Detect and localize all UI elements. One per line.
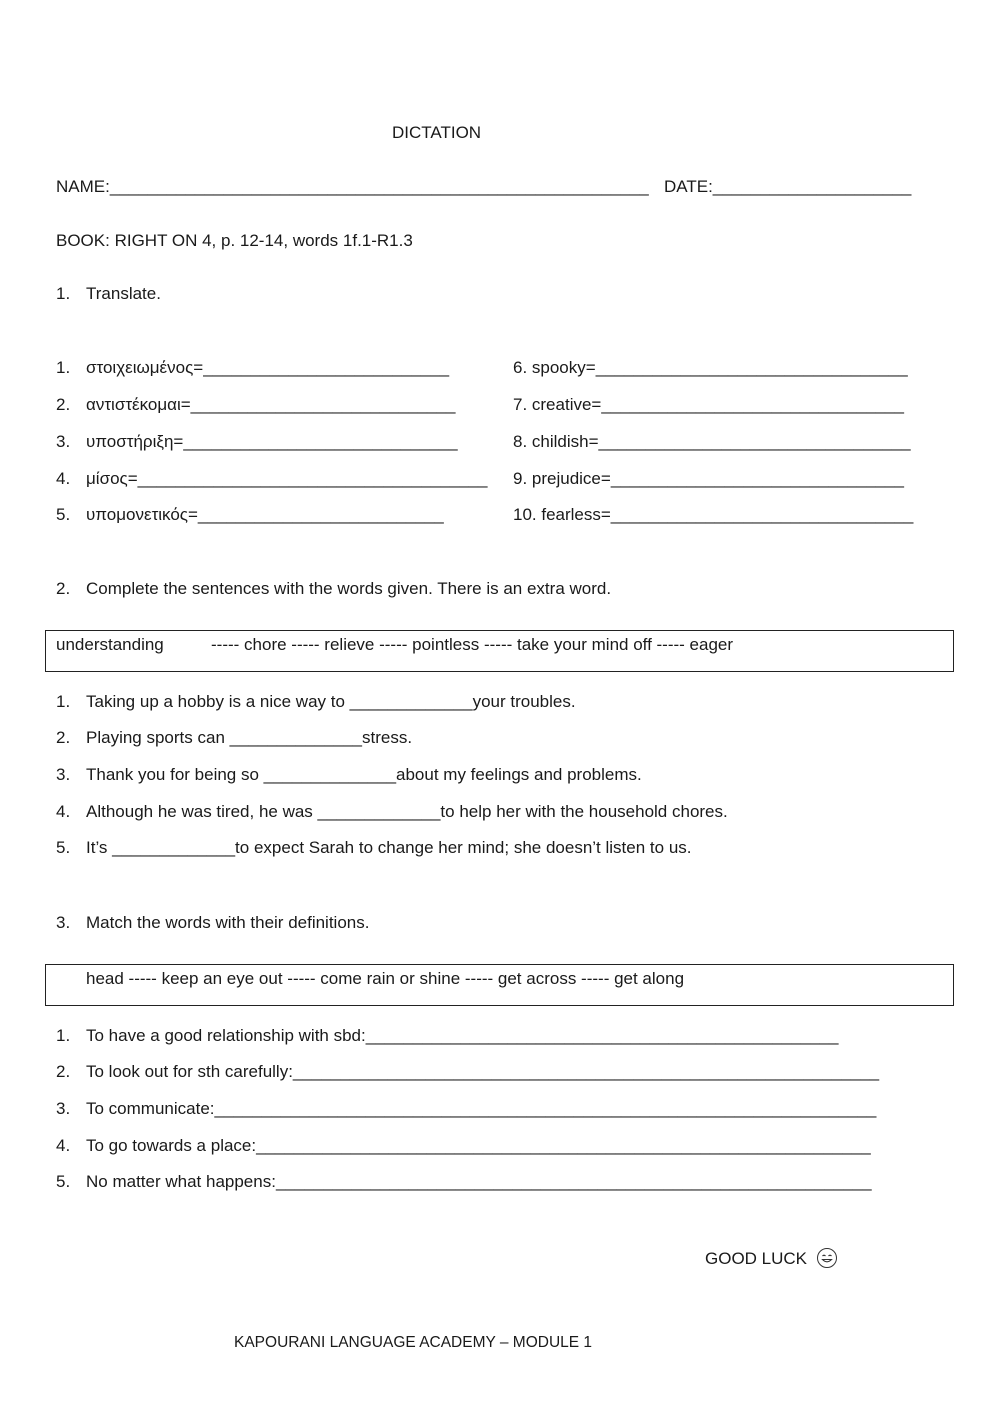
definition-item[interactable]: To have a good relationship with sbd:__________________________________________________: [86, 1026, 839, 1045]
date-field[interactable]: DATE:_____________________: [664, 177, 912, 196]
smiley-face-icon: [817, 1248, 837, 1268]
sentence-item[interactable]: Taking up a hobby is a nice way to _____________your troubles.: [86, 692, 576, 711]
sentence-item[interactable]: Thank you for being so ______________about my feelings and problems.: [86, 765, 642, 784]
sentence-item[interactable]: Playing sports can ______________stress.: [86, 728, 413, 747]
sentence-number: 5.: [56, 838, 71, 857]
sentence-number: 2.: [56, 728, 71, 747]
definition-item[interactable]: To go towards a place:_________________________________________________________________: [86, 1136, 871, 1155]
sentence-number: 3.: [56, 765, 71, 784]
definition-number: 5.: [56, 1172, 71, 1191]
sentence-item[interactable]: Although he was tired, he was _____________to help her with the household chores.: [86, 802, 728, 821]
translate-item-english[interactable]: 7. creative=________________________________: [513, 395, 904, 414]
translate-item-number: 1.: [56, 358, 71, 377]
translate-item-number: 5.: [56, 505, 71, 524]
sentence-number: 1.: [56, 692, 71, 711]
word-bank-words: ----- chore ----- relieve ----- pointless ----- take your mind off ----- eager: [211, 635, 734, 654]
definition-item[interactable]: To communicate:______________________________________________________________________: [86, 1099, 877, 1118]
page-title: DICTATION: [392, 123, 482, 142]
definition-number: 3.: [56, 1099, 71, 1118]
sentence-number: 4.: [56, 802, 71, 821]
translate-item-greek[interactable]: αντιστέκομαι=____________________________: [86, 395, 456, 414]
definition-number: 2.: [56, 1062, 71, 1081]
translate-item-number: 4.: [56, 469, 71, 488]
definition-item[interactable]: No matter what happens:_______________________________________________________________: [86, 1172, 872, 1191]
section-3-number: 3.: [56, 913, 71, 932]
section-2-heading: Complete the sentences with the words given. There is an extra word.: [86, 579, 612, 598]
phrase-bank-words: head ----- keep an eye out ----- come rain or shine ----- get across ----- get along: [86, 969, 685, 988]
definition-number: 4.: [56, 1136, 71, 1155]
name-field[interactable]: NAME:_________________________________________________________: [56, 177, 649, 196]
section-3-heading: Match the words with their definitions.: [86, 913, 370, 932]
book-reference: BOOK: RIGHT ON 4, p. 12-14, words 1f.1-R1.3: [56, 231, 413, 250]
translate-item-greek[interactable]: μίσος=_____________________________________: [86, 469, 488, 488]
translate-item-greek[interactable]: υποστήριξη=_____________________________: [86, 432, 458, 451]
translate-item-english[interactable]: 6. spooky=_________________________________: [513, 358, 908, 377]
translate-item-number: 2.: [56, 395, 71, 414]
section-2-number: 2.: [56, 579, 71, 598]
translate-item-english[interactable]: 9. prejudice=_______________________________: [513, 469, 904, 488]
translate-item-english[interactable]: 8. childish=_________________________________: [513, 432, 911, 451]
translate-item-greek[interactable]: στοιχειωμένος=__________________________: [86, 358, 450, 377]
sentence-item[interactable]: It’s _____________to expect Sarah to change her mind; she doesn’t listen to us.: [86, 838, 692, 857]
academy-footer: KAPOURANI LANGUAGE ACADEMY – MODULE 1: [234, 1334, 593, 1351]
word-bank-first-word: understanding: [56, 635, 164, 654]
translate-item-english[interactable]: 10. fearless=________________________________: [513, 505, 914, 524]
translate-item-number: 3.: [56, 432, 71, 451]
section-1-heading: Translate.: [86, 284, 161, 303]
section-1-number: 1.: [56, 284, 71, 303]
definition-item[interactable]: To look out for sth carefully:______________________________________________________________: [86, 1062, 880, 1081]
definition-number: 1.: [56, 1026, 71, 1045]
good-luck-text: GOOD LUCK: [705, 1249, 808, 1268]
translate-item-greek[interactable]: υπομονετικός=__________________________: [86, 505, 444, 524]
